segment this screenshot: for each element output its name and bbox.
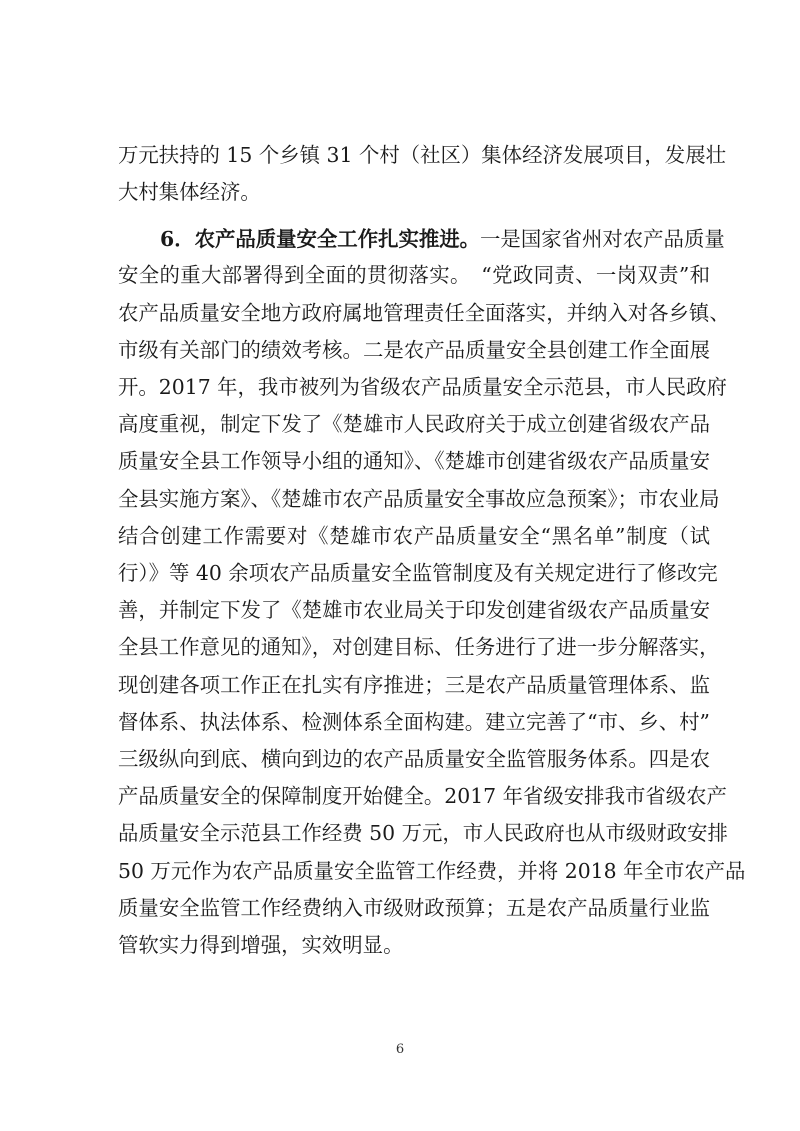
paragraph-first-line: [160, 224, 725, 254]
text-line: 农产品质量安全地方政府属地管理责任全面落实，并纳入对各乡镇、: [118, 301, 730, 325]
text-span: 一是国家省州对农产品质量: [480, 227, 725, 251]
text-line: 万元扶持的 15 个乡镇 31 个村（社区）集体经济发展项目，发展壮: [118, 143, 726, 167]
text-line: 质量安全县工作领导小组的通知》、《楚雄市创建省级农产品质量安: [118, 449, 710, 473]
text-line: 督体系、执法体系、检测体系全面构建。建立完善了“市、乡、村”: [118, 710, 710, 734]
text-line: 善，并制定下发了《楚雄市农业局关于印发创建省级农产品质量安: [118, 598, 710, 622]
text-line: 大村集体经济。: [118, 180, 261, 204]
text-line: 行）》等 40 余项农产品质量安全监管制度及有关规定进行了修改完: [118, 561, 718, 585]
text-line: 现创建各项工作正在扎实有序推进；三是农产品质量管理体系、监: [118, 673, 710, 697]
section-heading: 6．农产品质量安全工作扎实推进。: [160, 227, 481, 251]
text-line: 品质量安全示范县工作经费 50 万元，市人民政府也从市级财政安排: [118, 821, 728, 845]
text-line: 安全的重大部署得到全面的贯彻落实。 “党政同责、一岗双责”和: [118, 263, 710, 287]
text-line: 管软实力得到增强，实效明显。: [118, 933, 404, 957]
text-line: 产品质量安全的保障制度开始健全。2017 年省级安排我市省级农产: [118, 784, 727, 808]
text-line: 全县工作意见的通知》，对创建目标、任务进行了进一步分解落实，: [118, 635, 720, 659]
text-line: 质量安全监管工作经费纳入市级财政预算；五是农产品质量行业监: [118, 896, 710, 920]
text-line: 开。2017 年，我市被列为省级农产品质量安全示范县，市人民政府: [118, 375, 727, 399]
text-line: 50 万元作为农产品质量安全监管工作经费，并将 2018 年全市农产品: [118, 859, 746, 883]
text-line: 高度重视，制定下发了《楚雄市人民政府关于成立创建省级农产品: [118, 412, 710, 436]
text-line: 结合创建工作需要对《楚雄市农产品质量安全“黑名单”制度（试: [118, 524, 710, 548]
text-line: 三级纵向到底、横向到边的农产品质量安全监管服务体系。四是农: [118, 747, 710, 771]
page-number: 6: [395, 1042, 405, 1057]
text-line: 市级有关部门的绩效考核。二是农产品质量安全县创建工作全面展: [118, 338, 710, 362]
text-line: 全县实施方案》、《楚雄市农产品质量安全事故应急预案》；市农业局: [118, 487, 720, 511]
